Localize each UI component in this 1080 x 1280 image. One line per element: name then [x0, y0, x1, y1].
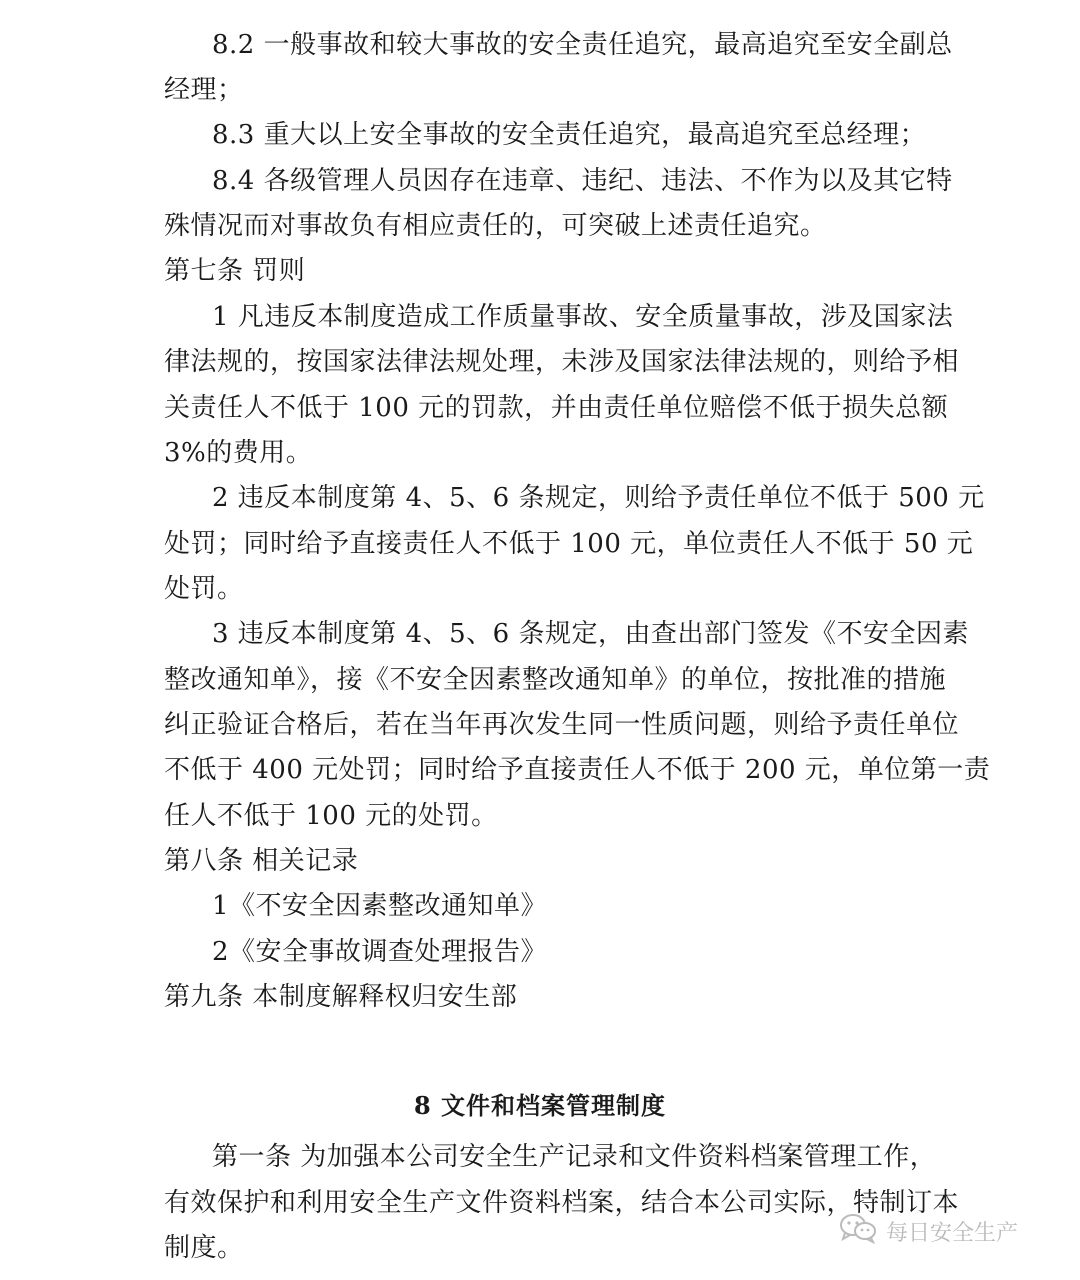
text-line: 不低于 400 元处罚；同时给予直接责任人不低于 200 元，单位第一责: [164, 755, 991, 785]
wechat-icon: [838, 1212, 886, 1250]
text-line: 经理；: [164, 75, 244, 105]
text-line: 8.3 重大以上安全事故的安全责任追究，最高追究至总经理；: [212, 120, 927, 150]
text-line: 处罚；同时给予直接责任人不低于 100 元，单位责任人不低于 50 元: [164, 529, 974, 559]
article-heading: 第八条 相关记录: [164, 846, 359, 876]
text-line: 3 违反本制度第 4、5、6 条规定，由查出部门签发《不安全因素: [212, 619, 969, 649]
article-heading: 第七条 罚则: [164, 256, 306, 286]
text-line: 有效保护和利用安全生产文件资料档案，结合本公司实际，特制订本: [164, 1188, 960, 1218]
text-line: 2 违反本制度第 4、5、6 条规定，则给予责任单位不低于 500 元: [212, 483, 985, 513]
text-line: 处罚。: [164, 574, 244, 604]
text-line: 1 凡违反本制度造成工作质量事故、安全质量事故，涉及国家法: [212, 302, 954, 332]
list-item: 1《不安全因素整改通知单》: [212, 891, 548, 921]
watermark: [838, 1214, 1018, 1248]
text-line: 关责任人不低于 100 元的罚款，并由责任单位赔偿不低于损失总额: [164, 393, 949, 423]
text-line: 3%的费用。: [164, 438, 313, 468]
text-line: 纠正验证合格后，若在当年再次发生同一性质问题，则给予责任单位: [164, 710, 960, 740]
text-line: 8.2 一般事故和较大事故的安全责任追究，最高追究至安全副总: [212, 30, 953, 60]
text-line: 制度。: [164, 1233, 244, 1263]
list-item: 2《安全事故调查处理报告》: [212, 937, 548, 967]
text-line: 律法规的，按国家法律法规处理，未涉及国家法律法规的，则给予相: [164, 347, 960, 377]
section-heading: 8 文件和档案管理制度: [413, 1091, 667, 1120]
text-line: 8.4 各级管理人员因存在违章、违纪、违法、不作为以及其它特: [212, 166, 953, 196]
article-heading: 第九条 本制度解释权归安生部: [164, 982, 518, 1012]
text-line: 任人不低于 100 元的处罚。: [164, 801, 498, 831]
text-line: 第一条 为加强本公司安全生产记录和文件资料档案管理工作，: [212, 1142, 937, 1172]
text-line: 整改通知单》，接《不安全因素整改通知单》的单位，按批准的措施: [164, 665, 947, 695]
text-line: 殊情况而对事故负有相应责任的，可突破上述责任追究。: [164, 211, 827, 241]
watermark-text: 每日安全生产: [886, 1220, 1019, 1246]
